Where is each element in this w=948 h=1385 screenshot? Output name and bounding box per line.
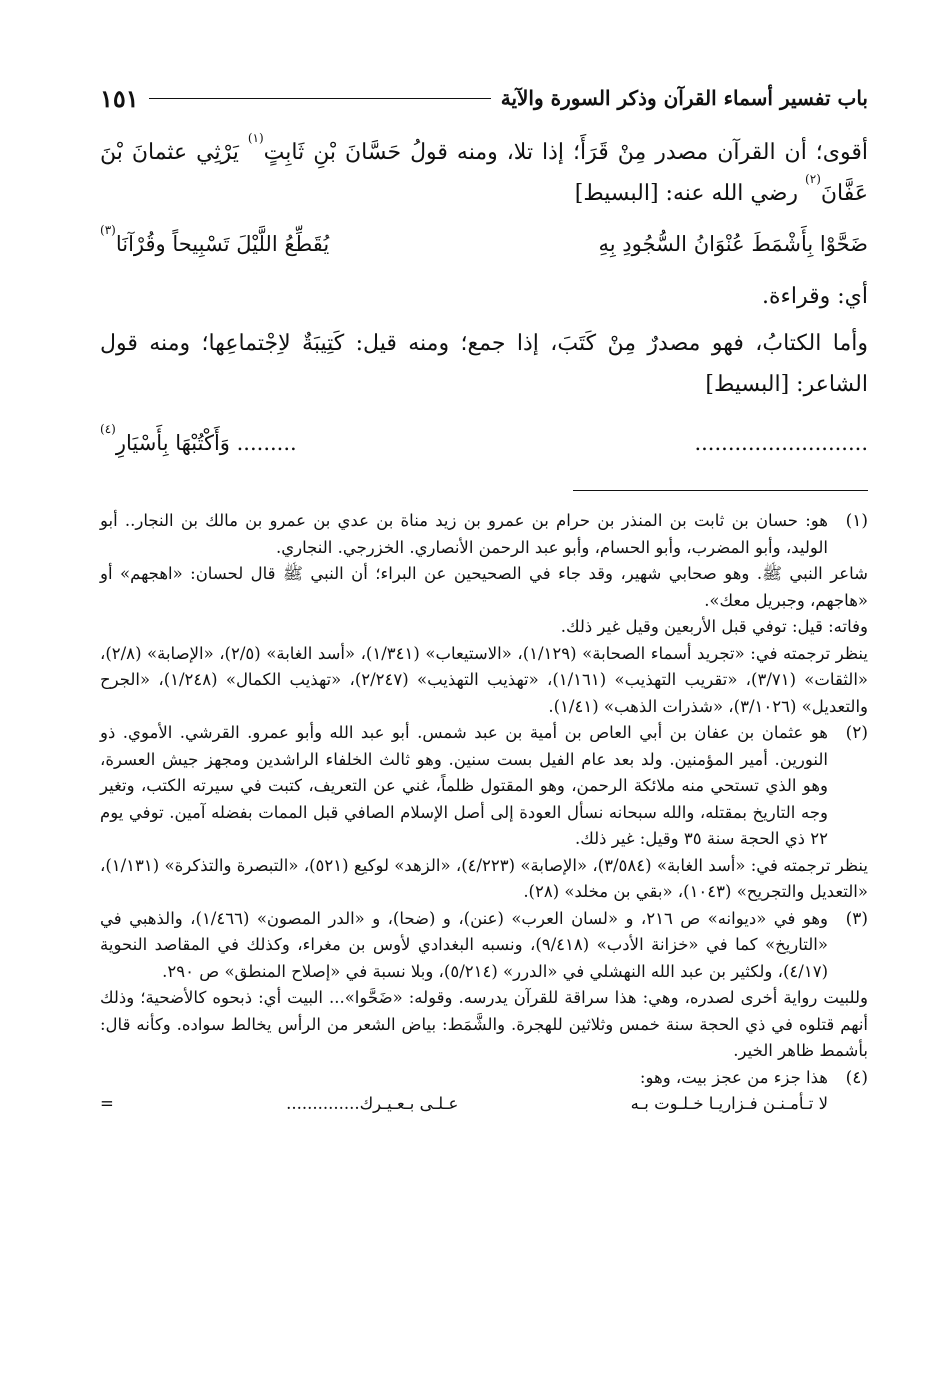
footnote-ref-4[interactable]: (٤)	[100, 422, 116, 436]
footnote-3-text: وللبيت رواية أخرى لصدره، وهي: هذا سراقة للقرآن يدرسه. وقوله: «ضَحَّوا»... البيت أي: ذبحوه كالأضحية؛ وذلك أنهم قتلوه في ذي الحجة سنة خمس وثلاثين للهجرة. والشَّمَط: بياض الشعر من الرأس يخالط سواده. وكأنه قال: بأشمط ظاهر الخير.	[100, 988, 868, 1060]
footnote-number: (٢)	[845, 723, 868, 743]
footnote-number: (٤)	[845, 1067, 868, 1088]
footnote-1: (١) هو: حسان بن ثابت بن المنذر بن حرام بن عمرو بن زيد مناة بن عدي بن عمرو بن مالك بن النجار.. أبو الوليد، وأبو المضرب، وأبو الحسام، وأبو عبد الرحمن الأنصاري. الخزرجي. النجاري.	[100, 508, 868, 561]
footnote-ref-2[interactable]: (٢)	[805, 172, 821, 186]
footnote-separator	[573, 490, 868, 491]
main-text	[100, 132, 868, 463]
verse-first-hemistich: لا تـأمـنـن فـزاريـا خـلـوت بـه	[630, 1094, 828, 1113]
footnote-3: (٣) وهو في «ديوانه» ص ٢١٦، و «لسان العرب» (عنن)، و (ضحا)، و «الدر المصون» (١/٤٦٦)، والذهبي في «التاريخ» كما في «خزانة الأدب» (٩/٤١٨)، ونسبه البغدادي لأوس بن مغراء، وكذلك في المقاصد النحوية (٤/١٧)، ولكثير بن عبد الله النهشلي في «الدرر» (٥/٢١٤)، وبلا نسبة في «إصلاح المنطق» ص ٢٩٠.	[100, 906, 868, 986]
footnote-1-text: شاعر النبي ﷺ. وهو صحابي شهير، وقد جاء في الصحيحين عن البراء؛ أن النبي ﷺ قال لحسان: «اهجهم» أو «هاجهم، وجبريل معك».	[100, 564, 868, 610]
footnotes	[100, 508, 868, 1118]
verse-2-first-hemistich: ..........................	[694, 431, 868, 455]
verse-1	[100, 224, 868, 264]
verse-second-hemistich: عـلـى بـعـيـرك..............	[286, 1094, 459, 1113]
footnote-4: (٤) هذا جزء من عجز بيت، وهو: لا تـأمـنـن فـزاريـا خـلـوت بـه عـلـى بـعـيـرك.............. =	[100, 1065, 868, 1118]
continuation-mark: =	[100, 1094, 114, 1113]
header-rule	[149, 98, 491, 99]
footnote-2-sources: ينظر ترجمته في: «أسد الغابة» (٣/٥٨٤)، «الإصابة» (٤/٢٢٣)، «الزهد» لوكيع (٥٢١)، «التبصرة والتذكرة» (١/١٣١)، «التعديل والتجريح» (١٠٤٣)، «بقي بن مخلد» (٢٨).	[100, 855, 869, 901]
chapter-title: باب تفسير أسماء القرآن وذكر السورة والآية	[500, 86, 868, 110]
running-header	[100, 78, 868, 118]
footnote-4-verse	[100, 1091, 828, 1118]
paragraph-3: وأما الكتابُ، فهو مصدرٌ مِنْ كَتَبَ، إذا جمع؛ ومنه قيل: كَتِيبَةٌ لاِجْتماعِها؛ ومنه قول الشاعر: [البسيط]	[100, 331, 868, 397]
verse-1-first-hemistich: ضَحَّوْا بِأَشْمَطَ عُنْوَانُ السُّجُودِ بِهِ	[598, 232, 868, 256]
footnote-2: (٢) هو عثمان بن عفان بن أبي العاص بن أمية بن عبد شمس. أبو عبد الله وأبو عمرو. القرشي. الأموي. ذو النورين. أمير المؤمنين. ولد بعد عام الفيل بست سنين. وهو ثالث الخلفاء الراشدين ومجهز جيش العسرة، وهو الذي تستحي منه ملائكة الرحمن، وهو المقتول ظلماً، غني عن التعريف، كتبت في سيرته الكتب، وتغير وجه التاريخ بمقتله، والله سبحانه نسأل العودة إلى أصل الإسلام الصافي قبل الممات بفضله آمين. توفي يوم ٢٢ ذي الحجة سنة ٣٥ وقيل: غير ذلك.	[100, 720, 868, 853]
verse-2-second-hemistich: ......... وَأَكْتُبْهَا بِأَسْيَارِ$^{(٤)}$	[100, 422, 297, 455]
footnote-number: (٣)	[845, 908, 868, 929]
page-number: ١٥١	[100, 83, 139, 113]
footnote-1-sources: ينظر ترجمته في: «تجريد أسماء الصحابة» (١/١٢٩)، «الاستيعاب» (١/٣٤١)، «أسد الغابة» (٢/٥)، «الإصابة» (٢/٨)، «الثقات» (٣/٧١)، «تقريب التهذيب» (١/١٦١)، «تهذيب التهذيب» (٢/٢٤٧)، «تهذيب الكمال» (١/٢٤٨)، «الجرح والتعديل» (٣/١٠٢٦)، «شذرات الذهب» (١/٤١).	[100, 643, 868, 716]
footnote-ref-3[interactable]: (٣)	[100, 223, 116, 237]
paragraph-2: أي: وقراءة.	[762, 284, 868, 309]
paragraph-1: أقوى؛ أن القرآن مصدر مِنْ قَرَأَ؛ إذا تلا، ومنه قولُ حَسَّانَ بْنِ ثَابِتٍ$^{(١)}$ يَرْثِي عثمانَ بْنَ عَفَّانَ$^{(٢)}$ رضي الله عنه: [البسيط]	[100, 131, 868, 206]
footnote-number: (١)	[845, 511, 868, 531]
footnote-ref-1[interactable]: (١)	[247, 131, 264, 145]
verse-1-second-hemistich: يُقَطِّعُ اللَّيْلَ تَسْبِيحاً وقُرْآنَا$^{(٣)}$	[100, 223, 330, 256]
verse-2	[100, 423, 868, 463]
footnote-1-text: وفاته: قيل: توفي قبل الأربعين وقيل غير ذلك.	[560, 617, 868, 636]
